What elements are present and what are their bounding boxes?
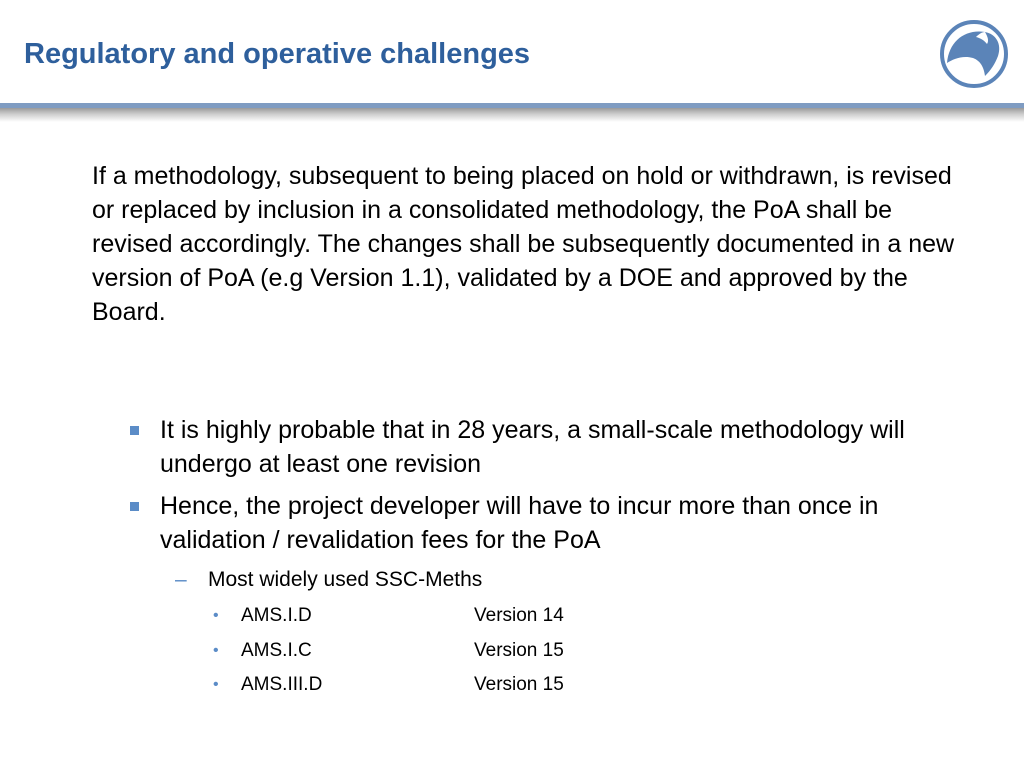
- method-code: AMS.III.D: [241, 674, 323, 695]
- method-code: AMS.I.C: [241, 640, 312, 661]
- dot-bullet-icon: •: [213, 607, 219, 624]
- dot-bullet-icon: •: [213, 642, 219, 659]
- square-bullet-icon: [130, 426, 139, 435]
- dot-bullet-icon: •: [213, 676, 219, 693]
- header-shadow: [0, 108, 1024, 122]
- sub-bullet-item: [175, 565, 483, 595]
- bullet-item-1: [160, 413, 980, 481]
- square-bullet-icon: [130, 502, 139, 511]
- bird-head-logo-icon: [939, 19, 1009, 89]
- bullet-item-2: [160, 489, 980, 557]
- method-code: AMS.I.D: [241, 605, 312, 626]
- method-version: Version 15: [474, 674, 564, 695]
- bullet-text: It is highly probable that in 28 years, a small-scale methodology will undergo at least one revision: [160, 416, 905, 478]
- method-version: Version 14: [474, 605, 564, 626]
- sub-bullet-text: Most widely used SSC-Meths: [208, 568, 483, 591]
- bullet-text: Hence, the project developer will have to incur more than once in validation / revalidation fees for the PoA: [160, 492, 879, 554]
- dash-bullet-icon: –: [175, 568, 187, 591]
- method-version: Version 15: [474, 640, 564, 661]
- intro-paragraph: If a methodology, subsequent to being placed on hold or withdrawn, is revised or replaced by inclusion in a consolidated methodology, the PoA shall be revised accordingly. The changes shall be subsequently documented in a new version of PoA (e.g Version 1.1), validated by a DOE and approved by the Board.: [92, 162, 955, 326]
- slide-title: Regulatory and operative challenges: [24, 38, 531, 70]
